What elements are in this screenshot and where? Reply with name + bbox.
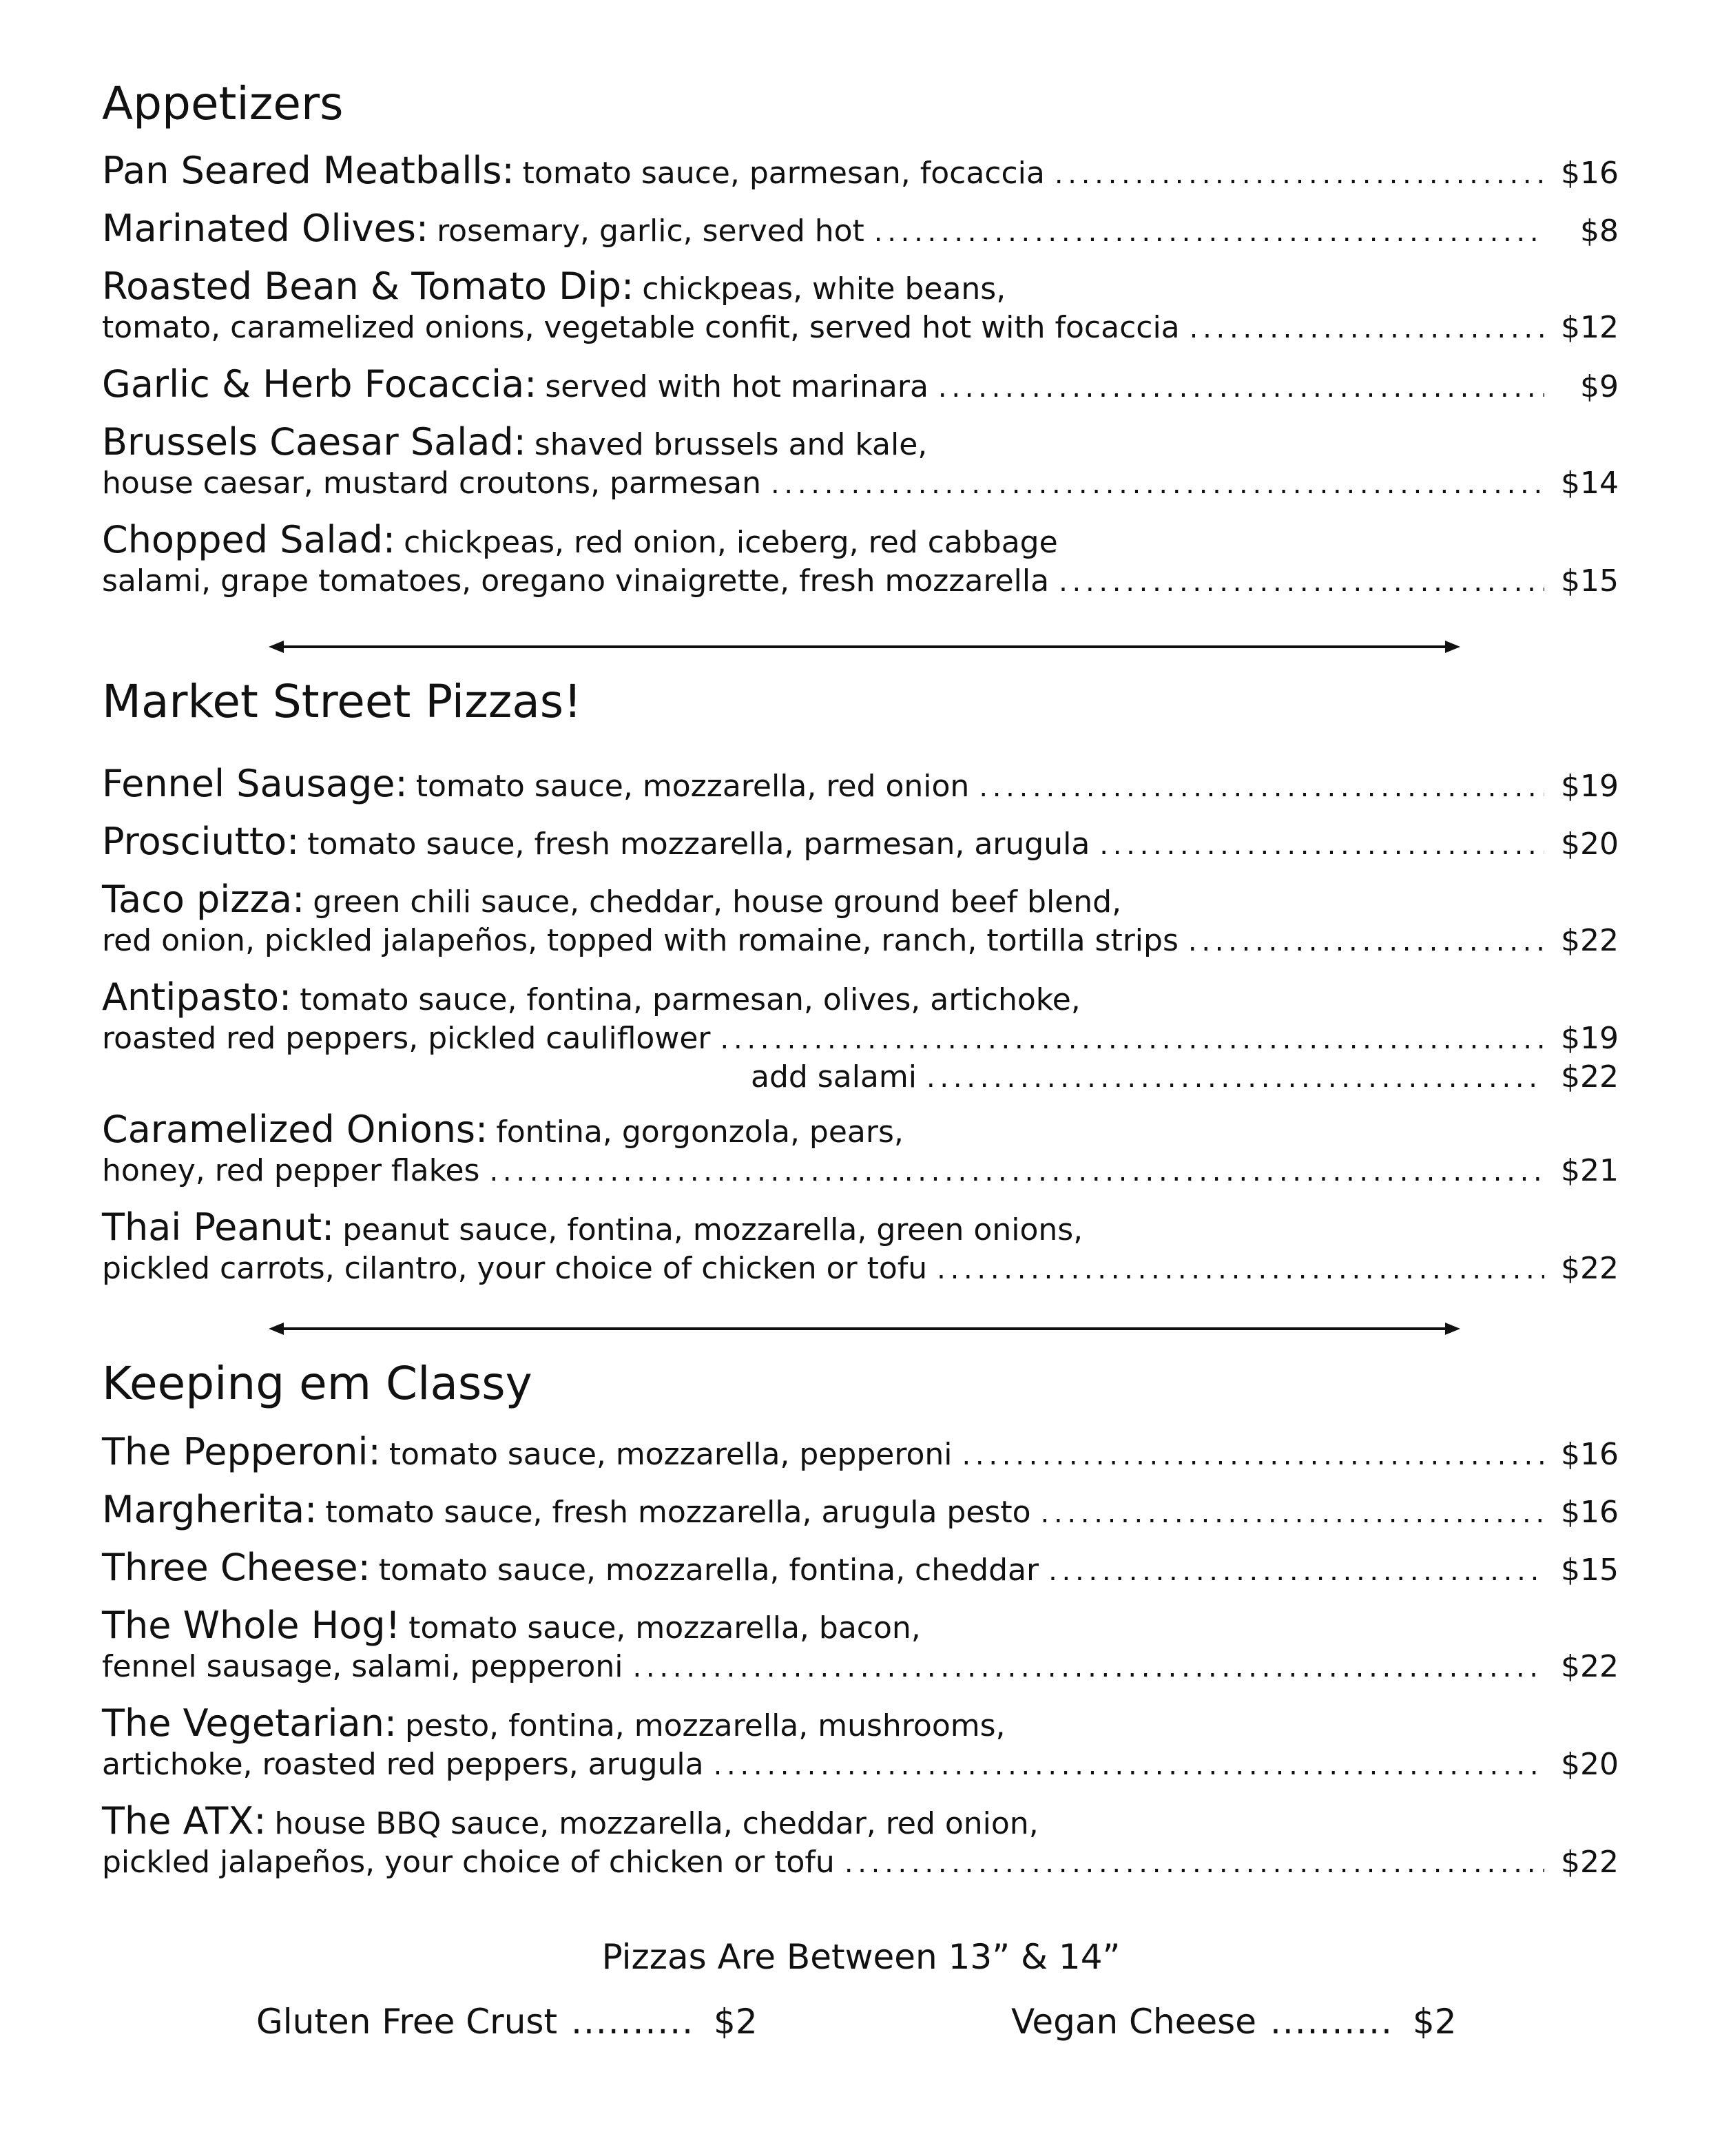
item-price: $15 <box>1561 1553 1619 1588</box>
section-title-classy: Keeping em Classy <box>102 1357 532 1410</box>
item-description: shaved brussels and kale, <box>534 427 928 462</box>
item-price: $22 <box>1561 1649 1619 1684</box>
item-description-cont: artichoke, roasted red peppers, arugula <box>102 1747 704 1782</box>
item-price: $19 <box>1561 769 1619 804</box>
item-price: $8 <box>1580 214 1619 249</box>
item-description: served with hot marinara <box>545 369 929 404</box>
item-description: peanut sauce, fontina, mozzarella, green onions, <box>342 1212 1083 1247</box>
item-name: The Pepperoni: <box>102 1430 381 1473</box>
item-price: $22 <box>1561 1845 1619 1880</box>
item-name: Brussels Caesar Salad: <box>102 420 526 464</box>
item-description: fontina, gorgonzola, pears, <box>496 1115 904 1150</box>
item-price: $16 <box>1561 1495 1619 1530</box>
item-description-cont: house caesar, mustard croutons, parmesan <box>102 466 761 501</box>
item-description-cont: red onion, pickled jalapeños, topped with romaine, ranch, tortilla strips <box>102 923 1179 958</box>
item-name: Thai Peanut: <box>102 1205 335 1249</box>
item-description: chickpeas, white beans, <box>642 271 1006 307</box>
dot-leader <box>979 767 1544 808</box>
item-name: Marinated Olives: <box>102 207 429 250</box>
menu-item <box>102 150 1619 191</box>
item-name: Margherita: <box>102 1488 318 1531</box>
item-description: tomato sauce, mozzarella, pepperoni <box>388 1437 953 1472</box>
item-description-cont: pickled jalapeños, your choice of chicken or tofu <box>102 1845 835 1880</box>
item-name: Antipasto: <box>102 975 292 1019</box>
item-price: $16 <box>1561 156 1619 191</box>
item-name: Fennel Sausage: <box>102 762 408 805</box>
item-description-cont: pickled carrots, cilantro, your choice of chicken or tofu <box>102 1251 928 1286</box>
dot-leader <box>714 1745 1544 1786</box>
menu-item <box>102 879 1619 962</box>
dot-leader <box>844 1843 1544 1884</box>
menu-item <box>102 422 1619 504</box>
item-price: $22 <box>1561 1251 1619 1286</box>
dot-leader <box>926 1057 1544 1099</box>
dot-leader <box>874 211 1544 253</box>
dot-leader <box>1055 154 1544 195</box>
item-description: rosemary, garlic, served hot <box>437 214 864 249</box>
item-description: tomato sauce, fresh mozzarella, arugula pesto <box>325 1495 1031 1530</box>
menu-item <box>102 1547 1619 1588</box>
menu-item <box>102 763 1619 805</box>
addon-price: $22 <box>1561 1059 1619 1095</box>
dot-leader: .......... <box>571 2002 695 2042</box>
menu-item <box>102 208 1619 249</box>
item-name: Caramelized Onions: <box>102 1108 488 1151</box>
item-description-cont: honey, red pepper flakes <box>102 1153 480 1188</box>
section-title-appetizers: Appetizers <box>102 77 344 130</box>
menu-item <box>102 1605 1619 1688</box>
item-description-cont: fennel sausage, salami, pepperoni <box>102 1649 623 1684</box>
dot-leader <box>771 464 1544 505</box>
dot-leader <box>720 1019 1544 1060</box>
extra-option <box>1011 2002 1457 2042</box>
item-name: Three Cheese: <box>102 1546 371 1589</box>
item-description-cont: salami, grape tomatoes, oregano vinaigrette, fresh mozzarella <box>102 563 1050 599</box>
item-name: Prosciutto: <box>102 820 300 863</box>
item-description-cont: tomato, caramelized onions, vegetable confit, served hot with focaccia <box>102 310 1180 345</box>
item-description: tomato sauce, parmesan, focaccia <box>522 156 1045 191</box>
dot-leader: .......... <box>1269 2002 1393 2042</box>
dot-leader <box>1188 921 1544 962</box>
item-price: $19 <box>1561 1021 1619 1056</box>
menu-item <box>102 1489 1619 1531</box>
dot-leader <box>1041 1493 1544 1534</box>
item-price: $14 <box>1561 466 1619 501</box>
menu-item <box>102 1703 1619 1785</box>
addon-label: add salami <box>751 1059 917 1095</box>
menu-item <box>102 1207 1619 1289</box>
divider-arrow <box>269 1320 1460 1337</box>
item-name: Roasted Bean & Tomato Dip: <box>102 265 634 308</box>
dot-leader <box>937 1249 1544 1290</box>
item-description: tomato sauce, mozzarella, red onion <box>415 769 970 804</box>
extra-label: Vegan Cheese <box>1011 2002 1256 2042</box>
item-description: chickpeas, red onion, iceberg, red cabbage <box>404 525 1058 560</box>
menu-item <box>102 266 1619 349</box>
extra-label: Gluten Free Crust <box>256 2002 558 2042</box>
menu-item <box>102 1801 1619 1883</box>
item-price: $22 <box>1561 923 1619 958</box>
item-description: tomato sauce, mozzarella, fontina, cheddar <box>378 1553 1039 1588</box>
menu-item <box>102 519 1619 602</box>
dot-leader <box>489 1151 1544 1192</box>
item-name: Pan Seared Meatballs: <box>102 149 515 192</box>
extra-price: $2 <box>714 2002 758 2042</box>
item-price: $21 <box>1561 1153 1619 1188</box>
item-price: $20 <box>1561 827 1619 862</box>
item-description: tomato sauce, fontina, parmesan, olives, artichoke, <box>300 982 1081 1017</box>
item-description: pesto, fontina, mozzarella, mushrooms, <box>405 1708 1006 1743</box>
divider-arrow <box>269 639 1460 655</box>
item-description: green chili sauce, cheddar, house ground beef blend, <box>313 884 1122 920</box>
extra-price: $2 <box>1412 2002 1457 2042</box>
dot-leader <box>1099 825 1544 866</box>
item-name: The Whole Hog! <box>102 1604 401 1647</box>
item-price: $16 <box>1561 1437 1619 1472</box>
item-description: tomato sauce, fresh mozzarella, parmesan, arugula <box>307 827 1090 862</box>
menu-item <box>102 364 1619 405</box>
item-name: Garlic & Herb Focaccia: <box>102 362 537 406</box>
item-name: Chopped Salad: <box>102 518 396 561</box>
dot-leader <box>1190 308 1544 349</box>
item-price: $20 <box>1561 1747 1619 1782</box>
menu-item <box>102 1431 1619 1473</box>
dot-leader <box>1059 561 1544 603</box>
dot-leader <box>1048 1551 1544 1592</box>
item-name: The ATX: <box>102 1799 267 1843</box>
item-description: house BBQ sauce, mozzarella, cheddar, red onion, <box>274 1806 1039 1841</box>
item-name: The Vegetarian: <box>102 1701 397 1745</box>
item-description: tomato sauce, mozzarella, bacon, <box>408 1610 921 1646</box>
dot-leader <box>938 367 1544 408</box>
menu-item <box>102 977 1619 1098</box>
menu-item <box>102 821 1619 862</box>
extra-option <box>256 2002 758 2042</box>
item-name: Taco pizza: <box>102 878 305 921</box>
item-price: $15 <box>1561 563 1619 599</box>
item-price: $12 <box>1561 310 1619 345</box>
pizza-size-note: Pizzas Are Between 13” & 14” <box>601 1937 1121 1977</box>
item-price: $9 <box>1580 369 1619 404</box>
menu-item <box>102 1109 1619 1192</box>
section-title-pizzas: Market Street Pizzas! <box>102 675 582 728</box>
item-description-cont: roasted red peppers, pickled cauliflower <box>102 1021 711 1056</box>
dot-leader <box>962 1435 1544 1476</box>
dot-leader <box>632 1647 1544 1688</box>
